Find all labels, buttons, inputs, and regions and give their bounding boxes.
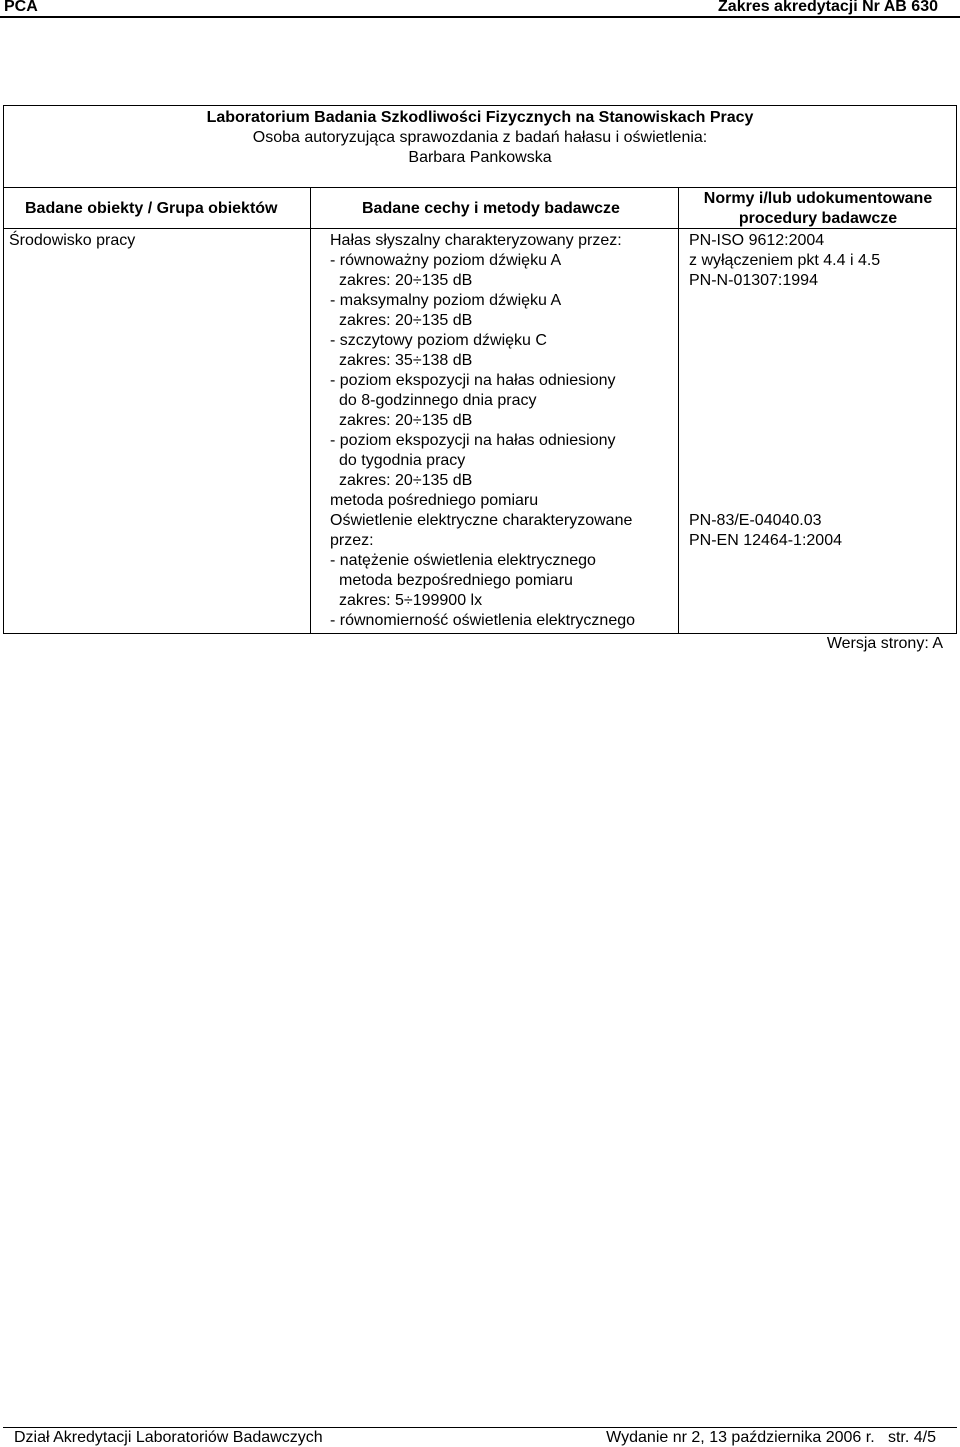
noise-line: - poziom ekspozycji na hałas odniesiony (330, 372, 616, 389)
page-header (0, 0, 960, 18)
header-right: Zakres akredytacji Nr AB 630 (718, 0, 938, 15)
header-norms-line1: Normy i/lub udokumentowane (703, 190, 933, 207)
column-divider-1 (310, 187, 311, 634)
header-objects: Badane obiekty / Grupa obiektów (25, 200, 278, 217)
header-norms-line2: procedury badawcze (738, 210, 898, 227)
light-line: przez: (330, 532, 374, 549)
noise-line: zakres: 35÷138 dB (339, 352, 473, 369)
noise-line: zakres: 20÷135 dB (339, 412, 473, 429)
noise-line: Hałas słyszalny charakteryzowany przez: (330, 232, 622, 249)
object-cell: Środowisko pracy (9, 232, 136, 249)
light-line: metoda bezpośredniego pomiaru (339, 572, 573, 589)
header-left: PCA (4, 0, 38, 15)
norm-line: z wyłączeniem pkt 4.4 i 4.5 (689, 252, 881, 269)
footer-divider (3, 1427, 957, 1428)
lab-name: Laboratorium Badania Szkodliwości Fizycznych na Stanowiskach Pracy (206, 109, 754, 126)
norm-line: PN-83/E-04040.03 (689, 512, 822, 529)
noise-line: - równoważny poziom dźwięku A (330, 252, 562, 269)
footer-right: Wydanie nr 2, 13 października 2006 r. str. 4/5 (606, 1429, 936, 1446)
noise-norms (689, 231, 880, 291)
norm-line: PN-EN 12464-1:2004 (689, 532, 842, 549)
title-divider (3, 187, 957, 188)
noise-line: zakres: 20÷135 dB (339, 272, 473, 289)
authorized-person: Barbara Pankowska (408, 149, 552, 166)
footer-left: Dział Akredytacji Laboratoriów Badawczych (14, 1429, 323, 1446)
norm-line: PN-ISO 9612:2004 (689, 232, 825, 249)
light-line: - równomierność oświetlenia elektrycznego (330, 612, 636, 629)
header-features: Badane cechy i metody badawcze (362, 200, 620, 217)
noise-line: do 8-godzinnego dnia pracy (339, 392, 537, 409)
authorized-line: Osoba autoryzująca sprawozdania z badań hałasu i oświetlenia: (252, 129, 708, 146)
light-line: Oświetlenie elektryczne charakteryzowane (330, 512, 633, 529)
noise-line: - szczytowy poziom dźwięku C (330, 332, 547, 349)
header-norms (678, 189, 958, 229)
noise-line: - poziom ekspozycji na hałas odniesiony (330, 432, 616, 449)
norm-line: PN-N-01307:1994 (689, 272, 818, 289)
noise-line: zakres: 20÷135 dB (339, 472, 473, 489)
noise-line: metoda pośredniego pomiaru (330, 492, 539, 509)
light-line: - natężenie oświetlenia elektrycznego (330, 552, 596, 569)
noise-line: zakres: 20÷135 dB (339, 312, 473, 329)
page-version: Wersja strony: A (826, 635, 943, 652)
light-norms (689, 511, 842, 551)
noise-line: do tygodnia pracy (339, 452, 466, 469)
noise-line: - maksymalny poziom dźwięku A (330, 292, 562, 309)
light-line: zakres: 5÷199900 lx (339, 592, 483, 609)
noise-features (330, 231, 635, 631)
column-divider-2 (678, 187, 679, 634)
